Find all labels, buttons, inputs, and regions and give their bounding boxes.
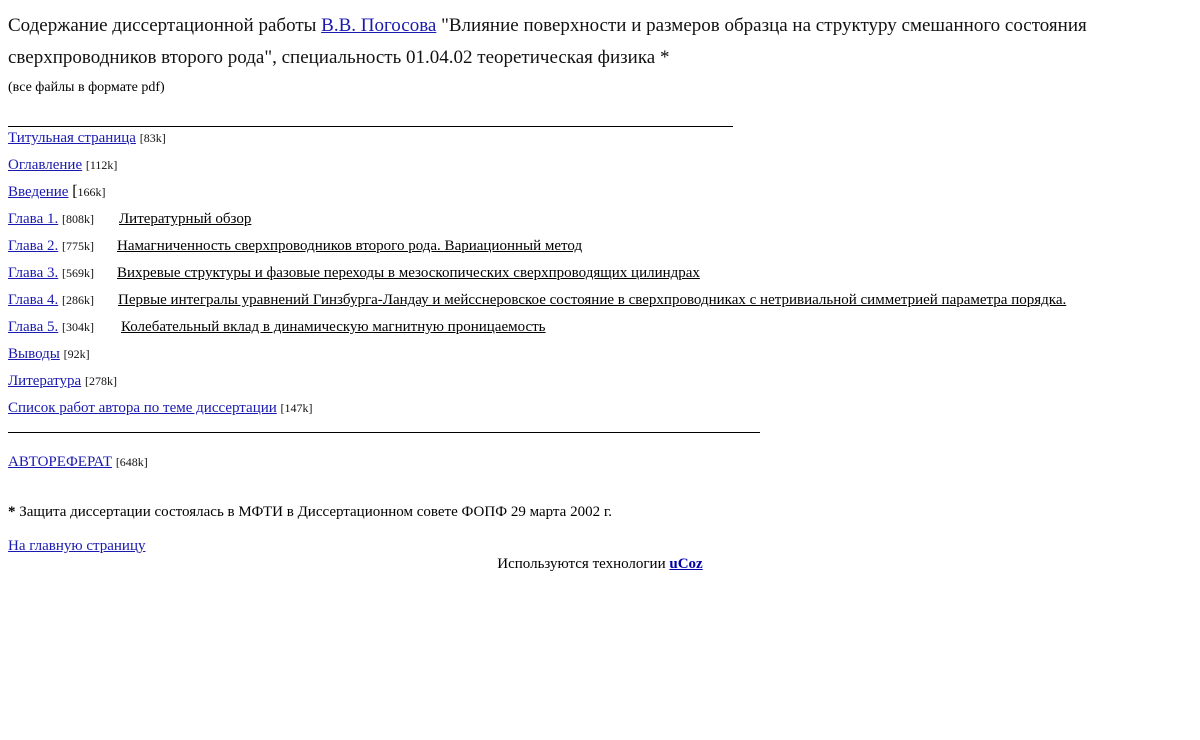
list-item-abstract — [8, 452, 148, 472]
format-note: (все файлы в формате pdf) — [8, 80, 165, 95]
abstract-link[interactable]: АВТОРЕФЕРАТ — [8, 454, 113, 470]
defense-footnote — [8, 502, 612, 522]
literature-link[interactable]: Литература — [8, 373, 82, 389]
toc-link[interactable]: Оглавление — [8, 157, 83, 173]
file-size: [569k] — [61, 266, 94, 280]
chapter-4-title: Первые интегралы уравнений Гинзбурга-Ландау и мейсснеровское состояние в сверхпроводниках с нетривиальной симметрией параметра порядка. — [118, 292, 1067, 308]
chapter-5-title: Колебательный вклад в динамическую магнитную проницаемость — [121, 319, 546, 335]
list-item-publications — [8, 398, 313, 418]
list-item-chapter-3 — [8, 263, 94, 283]
size-bracket: [ — [72, 183, 78, 200]
page-title — [8, 10, 1188, 74]
chapter-1-title: Литературный обзор — [119, 211, 252, 227]
ucoz-prefix: Используются технологии — [497, 556, 670, 572]
chapter-1-link[interactable]: Глава 1. — [8, 211, 59, 227]
chapter-2-title: Намагниченность сверхпроводников второго рода. Вариационный метод — [117, 238, 583, 254]
footnote-text: Защита диссертации состоялась в МФТИ в Диссертационном совете ФОПФ 29 марта 2002 г. — [15, 504, 613, 520]
home-link-row — [8, 536, 145, 556]
title-prefix: Содержание диссертационной работы — [8, 15, 322, 36]
divider-bottom — [8, 432, 760, 433]
chapter-2-link[interactable]: Глава 2. — [8, 238, 59, 254]
publications-link[interactable]: Список работ автора по теме диссертации — [8, 400, 277, 416]
file-size: [112k] — [85, 158, 118, 172]
ucoz-footer — [8, 554, 1192, 574]
chapter-3-title: Вихревые структуры и фазовые переходы в мезоскопических сверхпроводящих цилиндрах — [117, 265, 700, 281]
list-item-chapter-5 — [8, 317, 94, 337]
file-size: [147k] — [280, 401, 313, 415]
home-link[interactable]: На главную страницу — [8, 538, 146, 554]
list-item-chapter-4 — [8, 290, 94, 310]
file-size: [775k] — [61, 239, 94, 253]
title-page-link[interactable]: Титульная страница — [8, 130, 136, 146]
file-size: [83k] — [139, 131, 166, 145]
chapter-5-link[interactable]: Глава 5. — [8, 319, 59, 335]
footnote-star: * — [8, 504, 16, 520]
file-size: [286k] — [61, 293, 94, 307]
author-link[interactable]: В.В. Погосова — [321, 15, 437, 36]
chapter-3-link[interactable]: Глава 3. — [8, 265, 59, 281]
list-item-conclusions — [8, 344, 90, 364]
file-size: [648k] — [115, 455, 148, 469]
intro-link[interactable]: Введение — [8, 184, 69, 200]
conclusions-link[interactable]: Выводы — [8, 346, 60, 362]
divider-top — [8, 126, 733, 127]
file-size: [808k] — [61, 212, 94, 226]
file-size: [92k] — [63, 347, 90, 361]
list-item-chapter-1 — [8, 209, 94, 229]
title-suffix: "Влияние поверхности и размеров образца на структуру смешанного состояния сверхпроводников второго рода", специальность 01.04.02 теоретическая физика * — [8, 15, 1087, 68]
list-item-literature — [8, 371, 117, 391]
file-size: [304k] — [61, 320, 94, 334]
ucoz-link[interactable]: uCoz — [669, 556, 703, 572]
list-item-intro — [8, 182, 106, 202]
list-item-chapter-2 — [8, 236, 94, 256]
list-item-title-page — [8, 128, 166, 148]
file-size: 166k] — [77, 185, 106, 199]
file-size: [278k] — [84, 374, 117, 388]
list-item-toc — [8, 155, 117, 175]
chapter-4-link[interactable]: Глава 4. — [8, 292, 59, 308]
